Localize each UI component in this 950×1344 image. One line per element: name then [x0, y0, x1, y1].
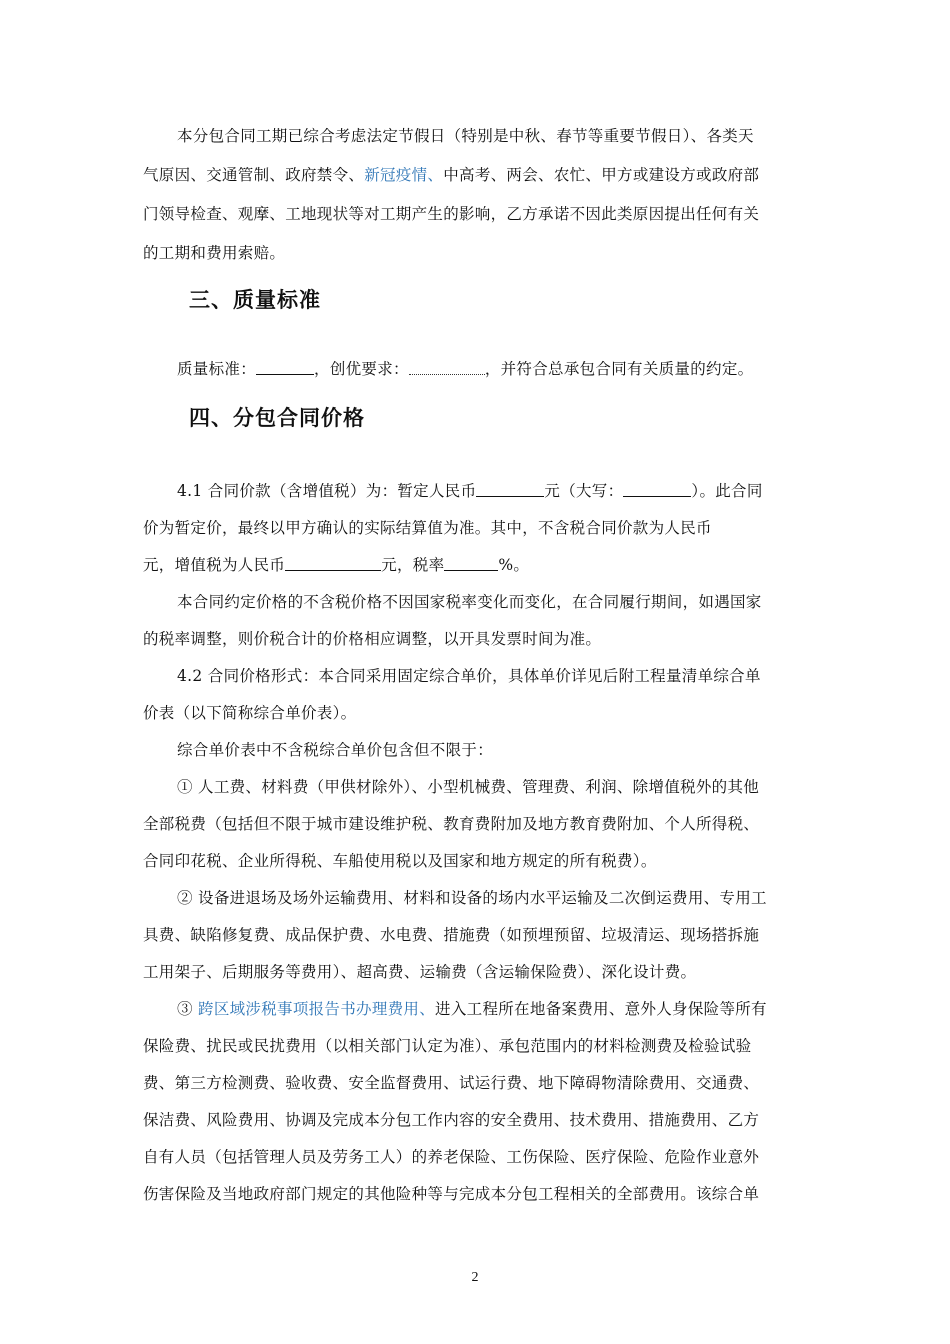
text: ③: [177, 1000, 199, 1018]
text: 进入工程所在地备案费用、意外人身保险等所有: [435, 1000, 767, 1018]
text: 中高考、两会、农忙、甲方或建设方或政府部: [443, 166, 760, 184]
section-heading: 四、分包合同价格: [189, 405, 365, 430]
blank-field: [444, 556, 498, 571]
text: 保险费、扰民或民扰费用（以相关部门认定为准）、承包范围内的材料检测费及检验试验: [143, 1037, 752, 1055]
paragraph-line: [143, 1184, 759, 1204]
text: 门领导检查、观摩、工地现状等对工期产生的影响，乙方承诺不因此类原因提出任何有关: [143, 205, 760, 223]
paragraph-line: [143, 1110, 759, 1130]
text: 工用架子、后期服务等费用）、超高费、运输费（含运输保险费）、深化设计费。: [143, 963, 697, 981]
blank-field: [476, 482, 544, 497]
text: 综合单价表中不含税综合单价包含但不限于：: [177, 741, 494, 759]
text: 伤害保险及当地政府部门规定的其他险种等与完成本分包工程相关的全部费用。该综合单: [143, 1185, 760, 1203]
text: ，创优要求：: [314, 360, 409, 378]
text: ）。此合同: [691, 482, 763, 500]
paragraph-line: [177, 126, 754, 146]
text: 费、第三方检测费、验收费、安全监督费用、试运行费、地下障碍物清除费用、交通费、: [143, 1074, 760, 1092]
text: 元，税率: [381, 556, 445, 574]
paragraph-line: [143, 555, 529, 575]
highlighted-text: 新冠疫情、: [364, 166, 444, 184]
paragraph-line: [143, 204, 759, 224]
text: ，并符合总承包合同有关质量的约定。: [484, 360, 754, 378]
text: 价为暂定价，最终以甲方确认的实际结算值为准。其中，不含税合同价款为人民币: [143, 519, 712, 537]
blank-field: [285, 556, 381, 571]
paragraph-line: [177, 888, 767, 908]
text: ① 人工费、材料费（甲供材除外）、小型机械费、管理费、利润、除增值税外的其他: [177, 778, 760, 796]
paragraph-line: [143, 518, 712, 538]
text: 保洁费、风险费用、协调及完成本分包工作内容的安全费用、技术费用、措施费用、乙方: [143, 1111, 760, 1129]
paragraph-line: [143, 1147, 759, 1167]
paragraph-line: [177, 999, 767, 1019]
text: 合同印花税、企业所得税、车船使用税以及国家和地方规定的所有税费）。: [143, 852, 657, 870]
paragraph-line: [177, 592, 762, 612]
text: 的工期和费用索赔。: [143, 244, 286, 262]
paragraph-line: [177, 359, 753, 379]
paragraph-line: [143, 629, 601, 649]
section-heading: 三、质量标准: [189, 287, 321, 312]
paragraph-line: [177, 481, 763, 501]
paragraph-line: [177, 777, 759, 797]
paragraph-line: [177, 740, 493, 760]
text: 元（大写：: [544, 482, 624, 500]
text: 的税率调整，则价税合计的价格相应调整，以开具发票时间为准。: [143, 630, 602, 648]
text: 本合同约定价格的不含税价格不因国家税率变化而变化，在合同履行期间，如遇国家: [177, 593, 762, 611]
text: ② 设备进退场及场外运输费用、材料和设备的场内水平运输及二次倒运费用、专用工: [177, 889, 767, 907]
paragraph-line: [143, 962, 696, 982]
paragraph-line: [143, 814, 759, 834]
paragraph-line: [143, 1073, 759, 1093]
text: 元，增值税为人民币: [143, 556, 286, 574]
page-number: 2: [471, 1270, 479, 1285]
text: 价表（以下简称综合单价表）。: [143, 704, 357, 722]
blank-field: [256, 360, 314, 375]
text: 自有人员（包括管理人员及劳务工人）的养老保险、工伤保险、医疗保险、危险作业意外: [143, 1148, 760, 1166]
text: 本分包合同工期已综合考虑法定节假日（特别是中秋、春节等重要节假日）、各类天: [177, 127, 754, 145]
text: 4.1 合同价款（含增值税）为：暂定人民币: [177, 482, 477, 500]
blank-field: [409, 360, 485, 375]
text: 气原因、交通管制、政府禁令、: [143, 166, 365, 184]
paragraph-line: [143, 851, 657, 871]
paragraph-line: [143, 1036, 751, 1056]
highlighted-text: 跨区域涉税事项报告书办理费用、: [198, 1000, 436, 1018]
text: 全部税费（包括但不限于城市建设维护税、教育费附加及地方教育费附加、个人所得税、: [143, 815, 760, 833]
paragraph-line: [177, 666, 761, 686]
paragraph-line: [143, 165, 759, 185]
text: 具费、缺陷修复费、成品保护费、水电费、措施费（如预埋预留、垃圾清运、现场搭拆施: [143, 926, 760, 944]
text: 4.2 合同价格形式：本合同采用固定综合单价，具体单价详见后附工程量清单综合单: [177, 667, 761, 685]
paragraph-line: [143, 243, 285, 263]
text: 质量标准：: [177, 360, 257, 378]
text: %。: [498, 556, 530, 574]
blank-field: [623, 482, 691, 497]
paragraph-line: [143, 703, 356, 723]
paragraph-line: [143, 925, 759, 945]
